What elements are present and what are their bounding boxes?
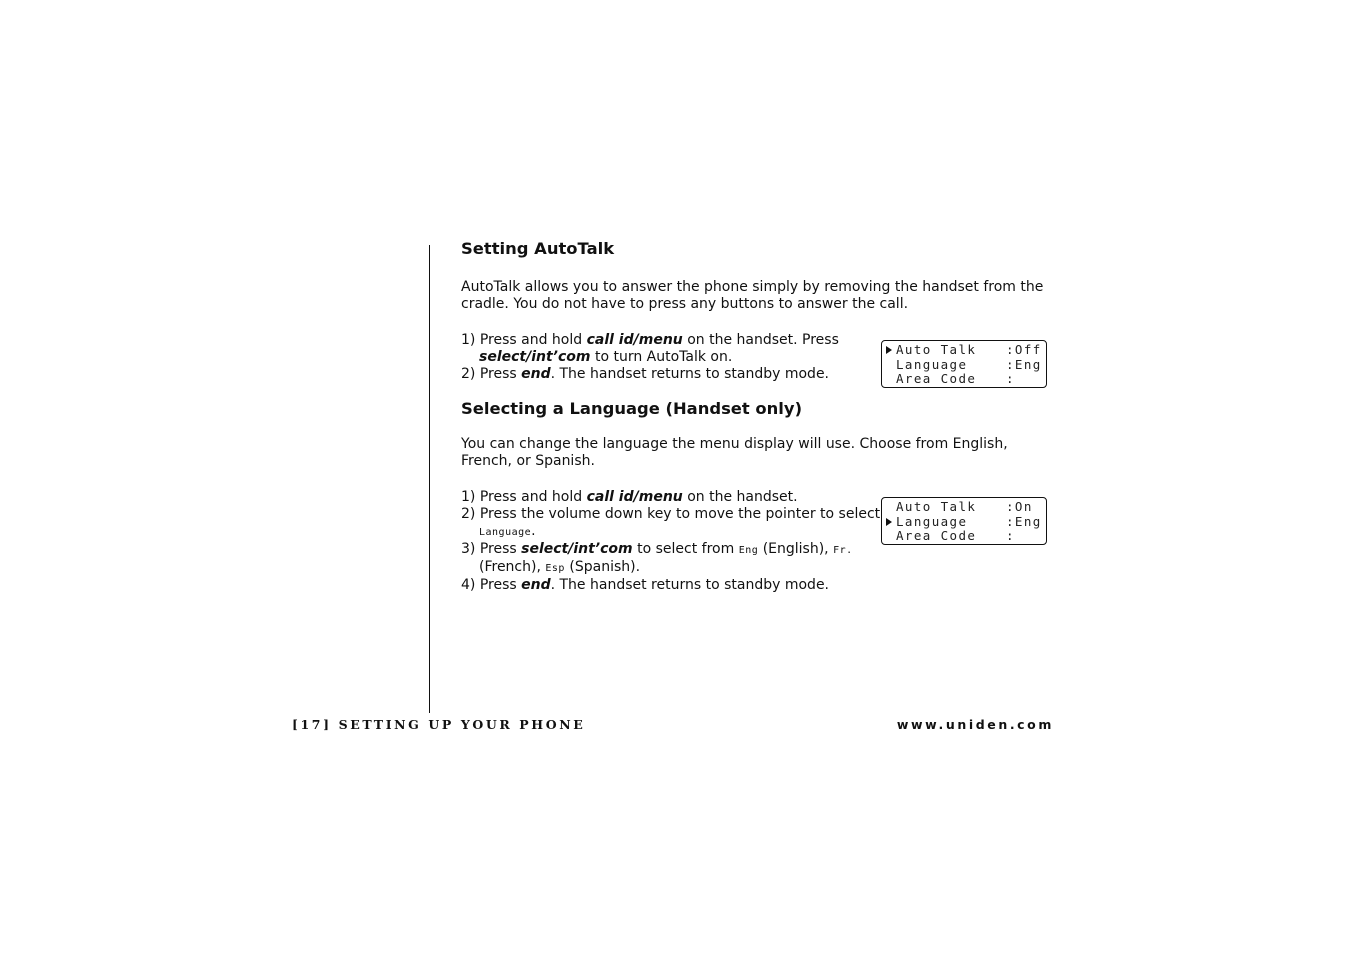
- lcd-display-language: [881, 497, 1047, 545]
- key-end: end: [521, 366, 551, 382]
- pointer-arrow-icon: [886, 346, 892, 354]
- key-call-id-menu: call id/menu: [586, 332, 683, 348]
- lcd-row-area-code: Area Code :: [896, 371, 1015, 386]
- language-steps: [461, 489, 881, 594]
- lcd-row-language: Language :Eng: [896, 356, 1042, 372]
- autotalk-step-1: 1) Press and hold call id/menu on the handset. Press select/int’com to turn AutoTalk on.: [461, 332, 839, 365]
- language-step-3: 3) Press select/int’com to select from Eng (English), Fr. (French), Esp (Spanish).: [461, 541, 853, 575]
- footer-website: www.uniden.com: [896, 717, 1054, 732]
- key-select-intcom: select/int’com: [479, 349, 591, 365]
- key-call-id-menu: call id/menu: [586, 489, 683, 505]
- section-heading-autotalk: Setting AutoTalk: [461, 239, 615, 258]
- lcd-row-auto-talk: Auto Talk :On: [896, 499, 1033, 514]
- autotalk-steps: [461, 332, 881, 383]
- lcd-word-eng: Eng: [738, 545, 759, 556]
- language-step-4: 4) Press end. The handset returns to standby mode.: [461, 577, 830, 593]
- lcd-row-auto-talk: Auto Talk :Off: [886, 343, 1046, 358]
- pointer-arrow-icon: [886, 518, 892, 526]
- section-heading-language: Selecting a Language (Handset only): [461, 399, 803, 418]
- autotalk-intro: AutoTalk allows you to answer the phone simply by removing the handset from the cradle. You do not have to press any buttons to answer the call.: [461, 279, 1044, 312]
- lcd-row-language: Language :Eng: [886, 515, 1046, 530]
- language-step-1: 1) Press and hold call id/menu on the handset.: [461, 489, 798, 505]
- lcd-display-autotalk: [881, 340, 1047, 388]
- key-select-intcom: select/int’com: [521, 541, 633, 557]
- lcd-word-esp: Esp: [545, 563, 565, 574]
- autotalk-step-2: 2) Press end. The handset returns to standby mode.: [461, 366, 830, 382]
- footer-page-section: [17] SETTING UP YOUR PHONE: [292, 717, 586, 732]
- lcd-row-area-code: Area Code :: [896, 528, 1015, 543]
- margin-rule: [429, 245, 430, 713]
- key-end: end: [521, 577, 551, 593]
- language-intro: You can change the language the menu display will use. Choose from English, French, or Spanish.: [461, 436, 1008, 469]
- lcd-word-language: Language: [479, 527, 532, 538]
- lcd-word-fr: Fr.: [833, 545, 853, 556]
- language-step-2: 2) Press the volume down key to move the pointer to select Language.: [461, 506, 881, 539]
